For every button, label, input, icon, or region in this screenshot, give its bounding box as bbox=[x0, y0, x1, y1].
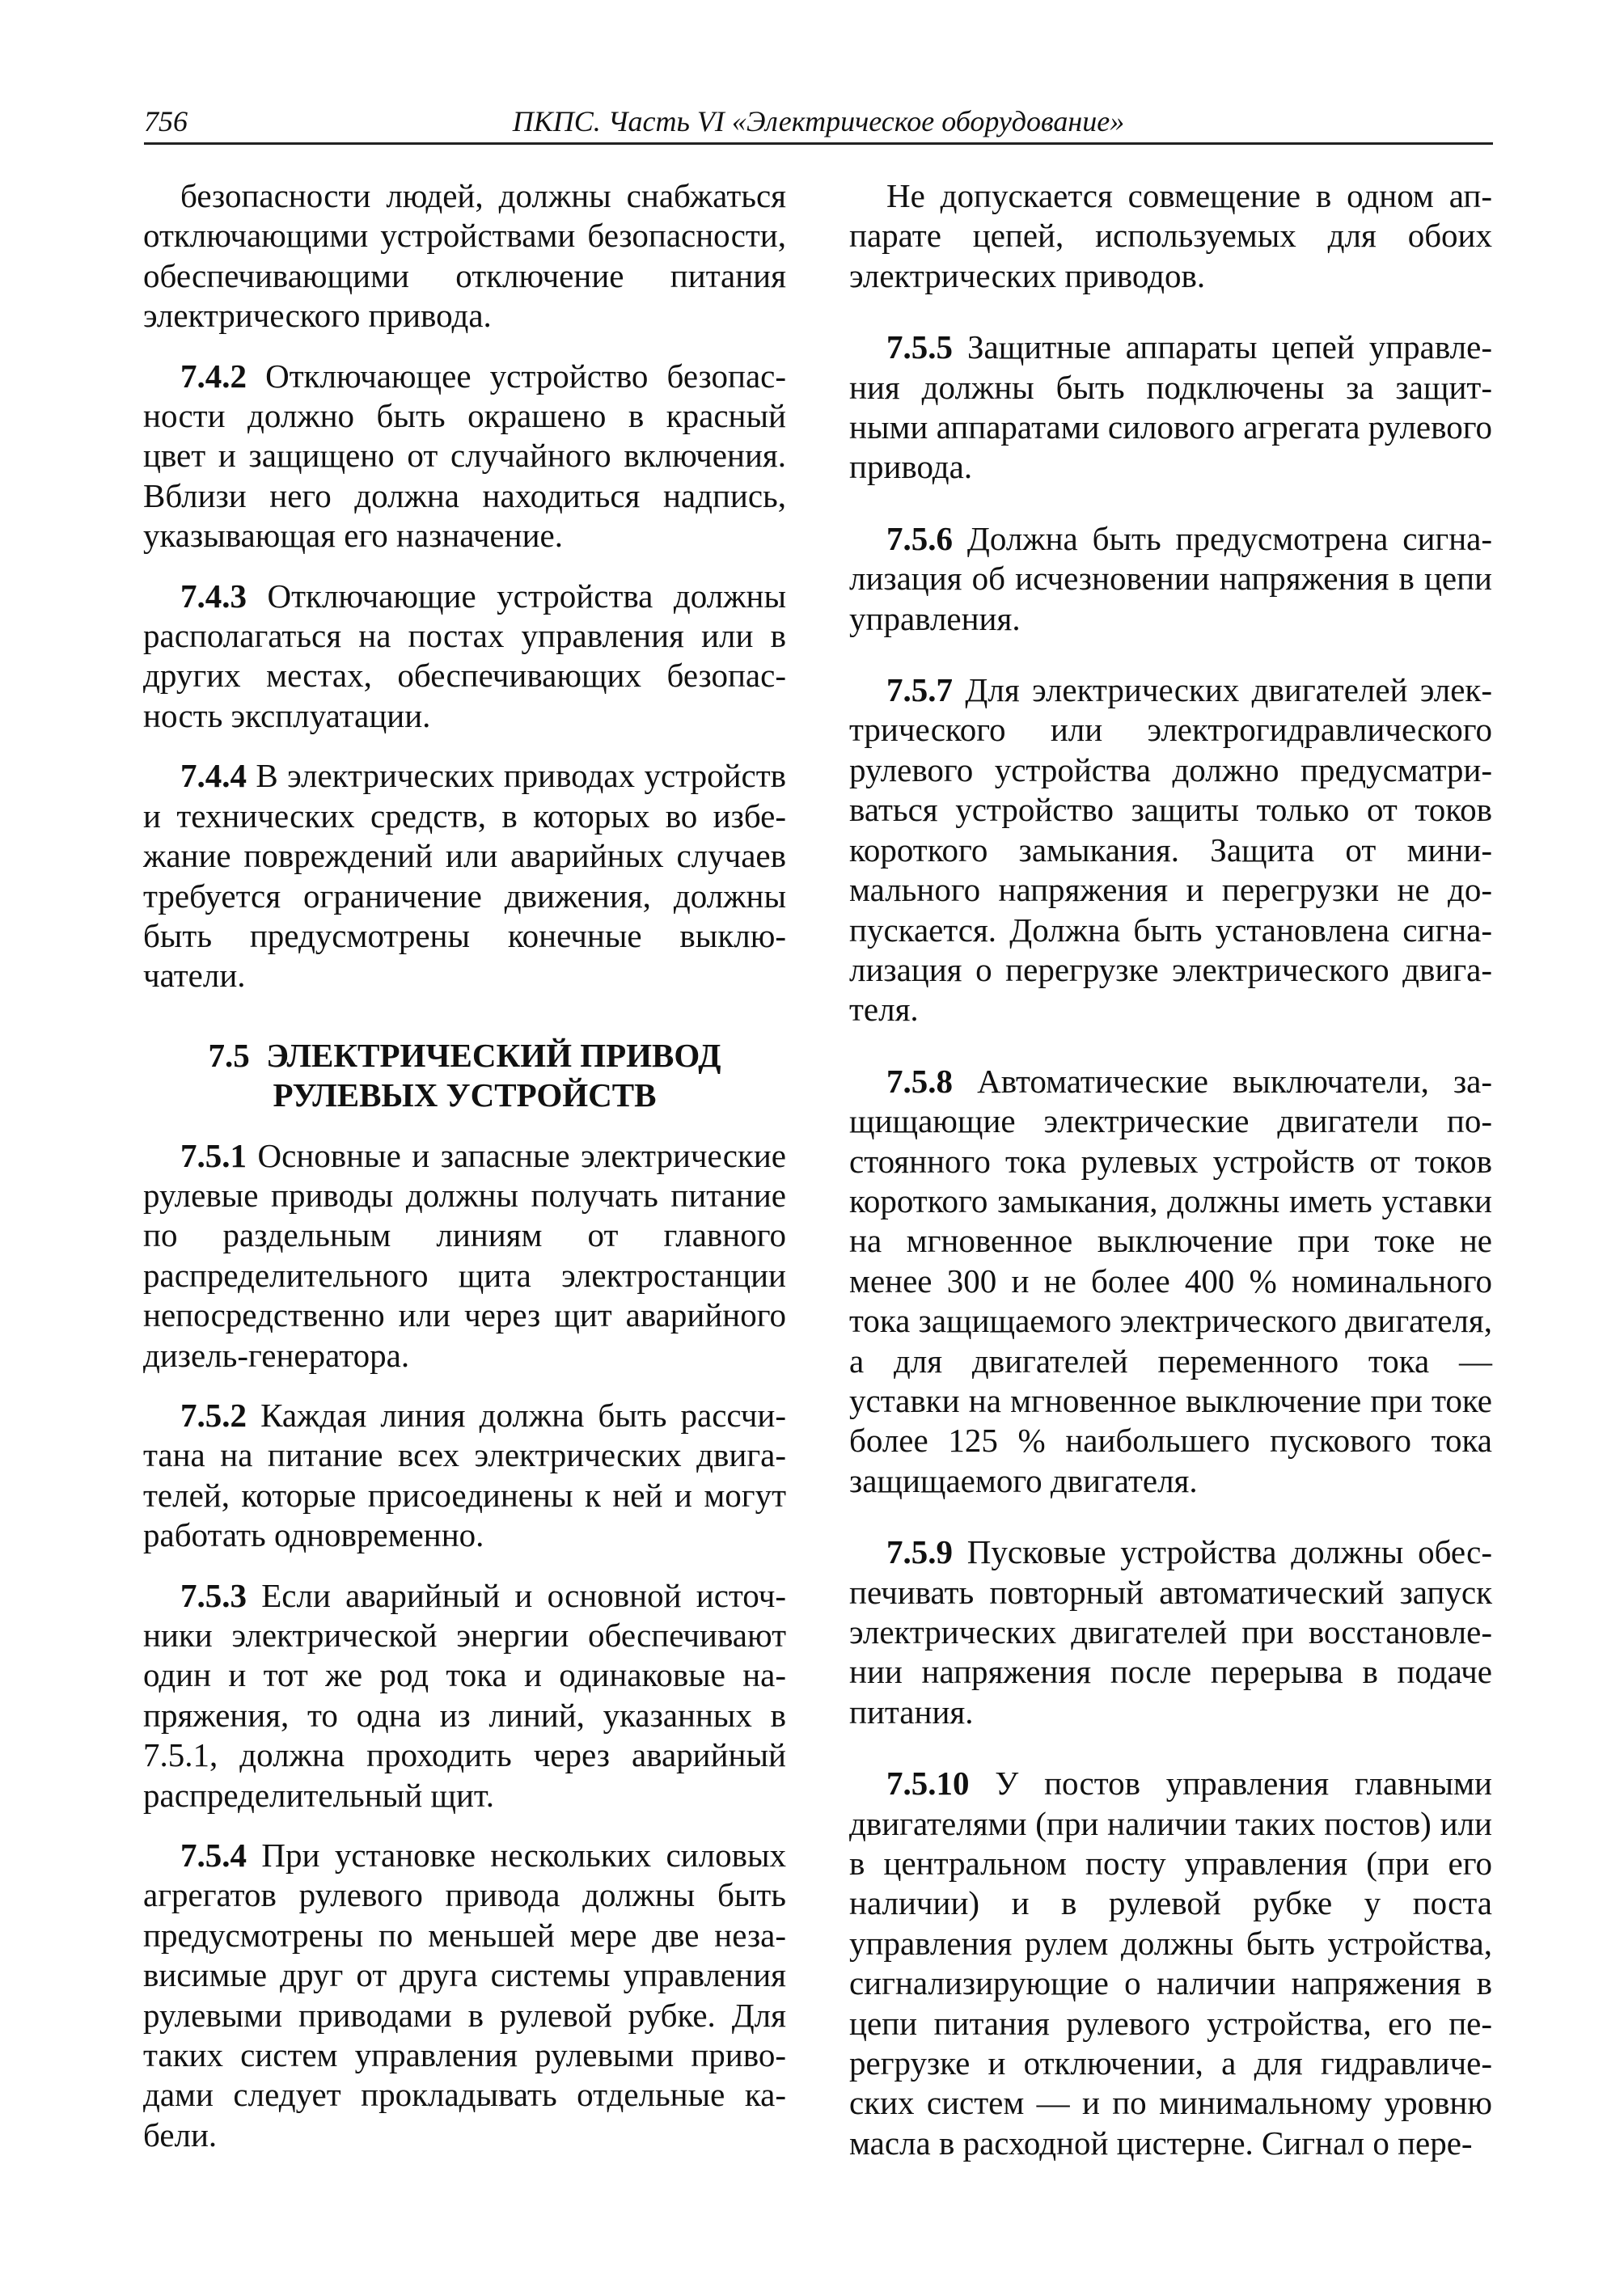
paragraph-7-5-1 bbox=[143, 1136, 786, 1376]
section-heading-line: РУЛЕВЫХ УСТРОЙСТВ bbox=[273, 1076, 657, 1114]
clause-number: 7.5.7 bbox=[886, 671, 953, 709]
paragraph-text: Отключающие устройства должны располагаться на постах управления или в других местах, обеспечивающих безопасность эксплуатации. bbox=[143, 577, 786, 734]
page-header bbox=[144, 100, 1493, 145]
section-heading-line: 7.5 ЭЛЕКТРИЧЕСКИЙ ПРИВОД bbox=[208, 1036, 721, 1074]
clause-number: 7.5.10 bbox=[886, 1765, 970, 1803]
paragraph-7-5-9 bbox=[849, 1532, 1492, 1732]
paragraph-text: Отключающее устройство безопасности должно быть окрашено в красный цвет и защищено от случайного включения. Вблизи него должна находиться надпись, указывающая его назначение. bbox=[143, 357, 786, 555]
paragraph-text: У постов управления главными двигателями (при наличии таких постов) или в центральном посту управления (при его наличии) и в рулевой рубке у поста управления рулем должны быть устройства, сигнализирующие о наличии напряжения в цепи питания рулевого устройства, его перегрузке и отключении, а для гидравлических систем — и по минимальному уровню масла в расходной цистерне. Сигнал о пере- bbox=[849, 1765, 1492, 2162]
paragraph-7-5-3 bbox=[143, 1576, 786, 1815]
paragraph-continuation bbox=[849, 176, 1492, 296]
clause-number: 7.5.9 bbox=[886, 1533, 953, 1571]
right-column bbox=[849, 176, 1492, 2195]
running-title: ПКПС. Часть VI «Электрическое оборудование» bbox=[512, 105, 1125, 137]
paragraph-text: Не допускается совмещение в одном аппарате цепей, используемых для обоих электрических приводов. bbox=[849, 177, 1492, 294]
left-column bbox=[143, 176, 786, 2175]
paragraph-7-4-4 bbox=[143, 756, 786, 995]
clause-number: 7.5.2 bbox=[180, 1396, 247, 1434]
paragraph-text: Должна быть предусмотрена сигнализация об исчезновении напряжения в цепи управления. bbox=[849, 519, 1492, 637]
paragraph-text: В электрических приводах устройств и технических средств, в которых во избежание повреждений или аварийных случаев требуется ограничение движения, должны быть предусмотрены конечные выключатели. bbox=[143, 757, 786, 995]
paragraph-7-5-5 bbox=[849, 328, 1492, 488]
paragraph-text: Автоматические выключатели, защищающие электрические двигатели постоянного тока рулевых устройств от токов короткого замыкания, должны иметь уставки на мгновенное выключение при токе не менее 300 и не более 400 % номинального тока защищаемого электрического двигателя, а для двигателей переменного тока — уставки на мгновенное выключение при токе более 125 % наибольшего пускового тока защищаемого двигателя. bbox=[849, 1062, 1492, 1499]
page-number: 756 bbox=[144, 105, 188, 137]
section-heading-7-5 bbox=[143, 1036, 786, 1116]
clause-number: 7.5.6 bbox=[886, 519, 953, 557]
paragraph-7-5-7 bbox=[849, 670, 1492, 1030]
paragraph-text: Пусковые устройства должны обеспечивать повторный автоматический запуск электрических двигателей при восстановлении напряжения после перерыва в подаче питания. bbox=[849, 1533, 1492, 1731]
clause-number: 7.5.4 bbox=[180, 1837, 247, 1875]
paragraph-text: Если аварийный и основной источники электрической энергии обеспечивают один и тот же род тока и одинаковые напряжения, то одна из линий, указанных в 7.5.1, должна проходить через аварийный распределительный щит. bbox=[143, 1576, 786, 1814]
paragraph-7-5-10 bbox=[849, 1764, 1492, 2163]
paragraph-7-5-6 bbox=[849, 519, 1492, 639]
clause-number: 7.5.8 bbox=[886, 1062, 953, 1100]
paragraph-text: Основные и запасные электрические рулевые приводы должны получать питание по раздельным линиям от главного распределительного щита электростанции непосредственно или через щит аварийного дизель-генератора. bbox=[143, 1136, 786, 1374]
clause-number: 7.4.3 bbox=[180, 577, 247, 615]
paragraph-7-5-4 bbox=[143, 1836, 786, 2155]
paragraph-text: Для электрических двигателей электрического или электрогидравлического рулевого устройства должно предусматриваться устройство защиты только от токов короткого замыкания. Защита от минимального напряжения и перегрузки не допускается. Должна быть установлена сигнализация о перегрузке электрического двигателя. bbox=[849, 671, 1492, 1029]
paragraph-text: При установке нескольких силовых агрегатов рулевого привода должны быть предусмотрены по меньшей мере две независимые друг от друга системы управления рулевыми приводами в рулевой рубке. Для таких систем управления рулевыми приводами следует прокладывать отдельные кабели. bbox=[143, 1837, 786, 2154]
clause-number: 7.5.3 bbox=[180, 1576, 247, 1614]
paragraph-continuation bbox=[143, 176, 786, 336]
clause-number: 7.4.2 bbox=[180, 357, 247, 395]
paragraph-7-4-3 bbox=[143, 577, 786, 737]
clause-number: 7.4.4 bbox=[180, 757, 247, 795]
paragraph-text: безопасности людей, должны снабжаться отключающими устройствами безопасности, обеспечивающими отключение питания электрического привода. bbox=[143, 177, 786, 335]
paragraph-7-5-2 bbox=[143, 1396, 786, 1556]
paragraph-text: Защитные аппараты цепей управления должны быть подключены за защитными аппаратами силового агрегата рулевого привода. bbox=[849, 328, 1492, 486]
paragraph-7-5-8 bbox=[849, 1062, 1492, 1501]
clause-number: 7.5.5 bbox=[886, 328, 953, 366]
paragraph-7-4-2 bbox=[143, 357, 786, 556]
clause-number: 7.5.1 bbox=[180, 1136, 247, 1174]
paragraph-text: Каждая линия должна быть рассчитана на питание всех электрических двигателей, которые присоединены к ней и могут работать одновременно. bbox=[143, 1396, 786, 1554]
